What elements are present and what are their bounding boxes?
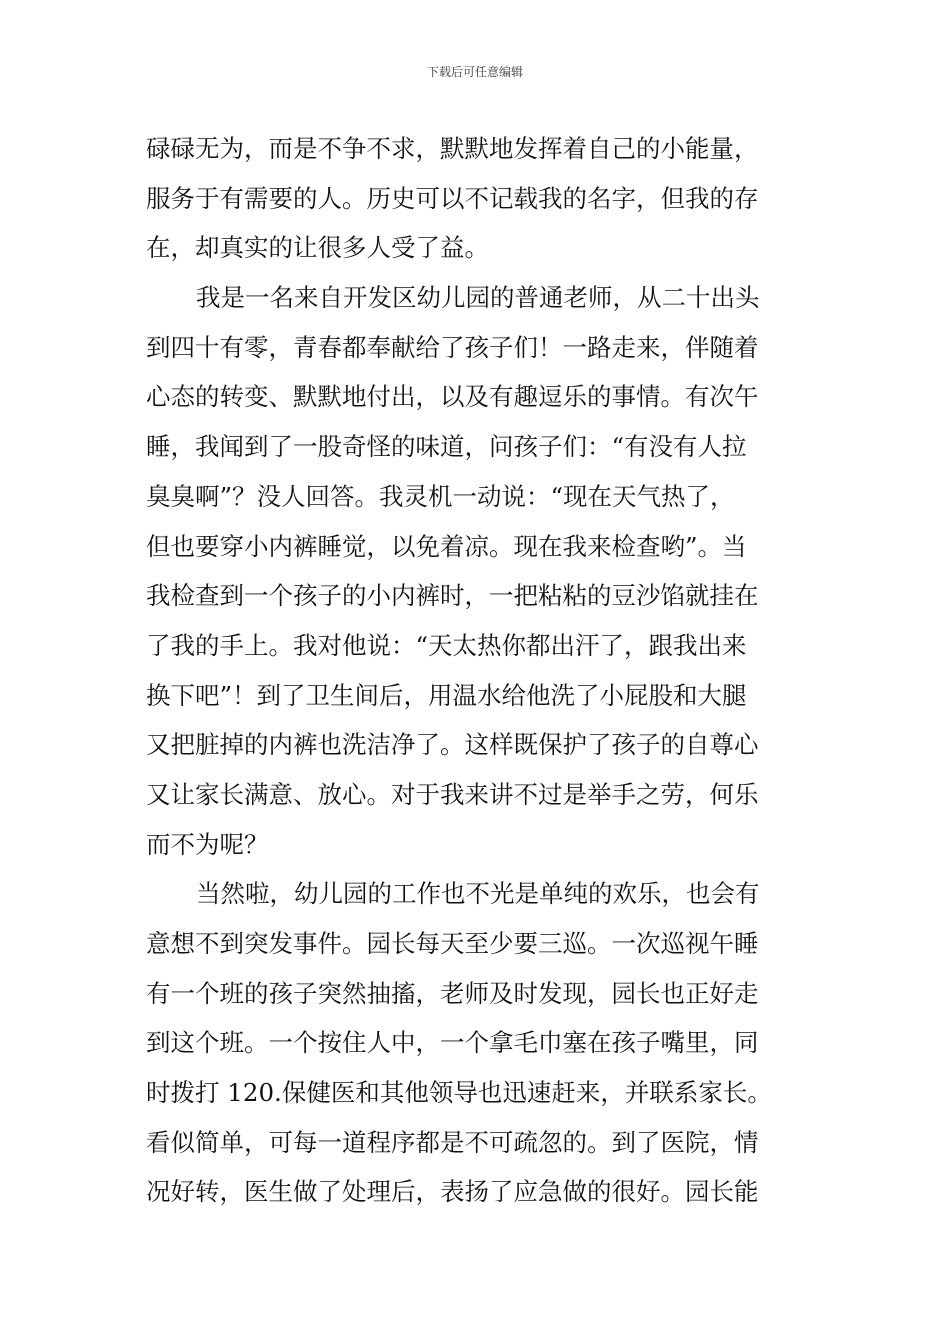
paragraph-2-line-2: 到四十有零，青春都奉献给了孩子们！一路走来，伴随着 [146,332,759,362]
paragraph-2-line-9: 换下吧”！到了卫生间后，用温水给他洗了小屁股和大腿 [146,680,747,710]
paragraph-1-line-3: 在，却真实的让很多人受了益。 [146,233,489,263]
paragraph-3-line-5: 时拨打 120.保健医和其他领导也迅速赶来，并联系家长。 [146,1078,772,1108]
paragraph-3-line-2: 意想不到突发事件。园长每天至少要三巡。一次巡视午睡 [146,929,759,958]
paragraph-2-line-7: 我检查到一个孩子的小内裤时，一把粘粘的豆沙馅就挂在 [146,581,759,611]
paragraph-2-line-11: 又让家长满意、放心。对于我来讲不过是举手之劳，何乐 [146,779,759,809]
paragraph-1-line-2: 服务于有需要的人。历史可以不记载我的名字，但我的存 [146,183,759,213]
paragraph-3-line-6: 看似简单，可每一道程序都是不可疏忽的。到了医院，情 [146,1127,759,1157]
paragraph-3-line-4: 到这个班。一个按住人中，一个拿毛巾塞在孩子嘴里，同 [146,1028,759,1058]
paragraph-2-line-1: 我是一名来自开发区幼儿园的普通老师，从二十出头 [196,283,760,313]
paragraph-2-line-8: 了我的手上。我对他说：“天太热你都出汗了，跟我出来 [146,630,747,660]
page-header-note: 下载后可任意编辑 [426,65,523,79]
paragraph-3-line-3: 有一个班的孩子突然抽搐，老师及时发现，园长也正好走 [146,978,759,1008]
paragraph-2-line-10: 又把脏掉的内裤也洗洁净了。这样既保护了孩子的自尊心 [146,730,759,760]
paragraph-2-line-12: 而不为呢？ [146,829,269,859]
document-body [146,124,806,1216]
paragraph-2-line-3: 心态的转变、默默地付出，以及有趣逗乐的事情。有次午 [146,382,759,412]
paragraph-3-line-7: 况好转，医生做了处理后，表扬了应急做的很好。园长能 [146,1177,759,1207]
paragraph-2-line-4: 睡，我闻到了一股奇怪的味道，问孩子们：“有没有人拉 [146,432,747,462]
paragraph-1-line-1: 碌碌无为，而是不争不求，默默地发挥着自己的小能量， [146,134,759,163]
paragraph-2-line-6: 但也要穿小内裤睡觉，以免着凉。现在我来检查哟”。当 [146,531,747,561]
paragraph-3-line-1: 当然啦，幼儿园的工作也不光是单纯的欢乐，也会有 [196,879,760,909]
paragraph-2-line-5: 臭臭啊”？没人回答。我灵机一动说：“现在天气热了， [146,481,735,511]
